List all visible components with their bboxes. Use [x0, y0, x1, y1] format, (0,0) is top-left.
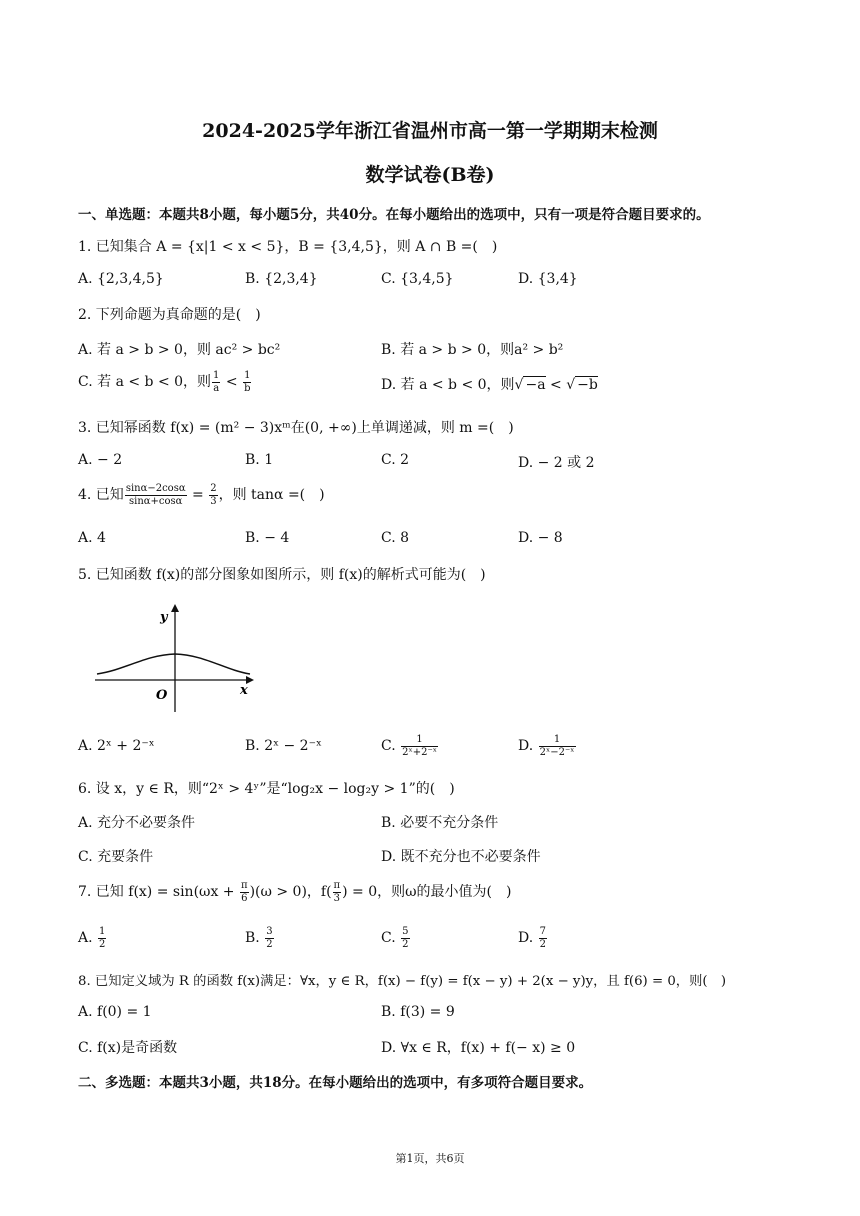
q7-a-num: 1	[99, 926, 106, 937]
page-footer: 第1页，共6页	[395, 1152, 465, 1165]
q5-graph	[90, 600, 260, 720]
q7-a-frac	[98, 926, 106, 950]
q3-option-d: D. − 2 或 2	[518, 455, 595, 471]
q7-b-num: 3	[266, 926, 273, 937]
q5-d-num: 1	[539, 734, 576, 747]
q8-option-b: B. f(3) = 9	[381, 1004, 455, 1020]
q2-d-prefix: D. 若 a < b < 0，则√	[381, 377, 524, 393]
q7-pi3-num: π	[333, 880, 341, 891]
q3-option-a: A. − 2	[78, 452, 123, 468]
q4-frac2	[209, 483, 217, 507]
q7-a-label: A.	[78, 930, 98, 946]
q2-d-mid: < √	[545, 377, 576, 393]
q7-mid: )(ω > 0)，f(	[249, 884, 332, 900]
q7-c-num: 5	[402, 926, 409, 937]
q2-option-d	[381, 374, 598, 394]
q5-c-num: 1	[401, 734, 438, 747]
q7-option-a	[78, 926, 107, 950]
q2-option-c-prefix: C. 若 a < b < 0，则	[78, 374, 212, 390]
q1-option-b: B. {2,3,4}	[245, 271, 318, 287]
q3-stem: 3. 已知幂函数 f(x) = (m² − 3)xᵐ在(0, +∞)上单调递减，则 m =( )	[78, 420, 514, 436]
q2-c-frac-1a	[212, 370, 220, 394]
q7-pi6-num: π	[240, 880, 248, 891]
q4-num2: 2	[210, 483, 217, 494]
section2-heading: 二、多选题：本题共3小题，共18分。在每小题给出的选项中，有多项符合题目要求。	[78, 1075, 593, 1091]
q5-d-den: 2ˣ−2⁻ˣ	[539, 746, 575, 758]
q2-c-den2: b	[244, 382, 251, 394]
q7-pre: 7. 已知 f(x) = sin(ωx +	[78, 884, 239, 900]
q2-d-root1: −a	[525, 377, 546, 393]
q1-option-d: D. {3,4}	[518, 271, 578, 287]
q6-option-d: D. 既不充分也不必要条件	[381, 849, 541, 865]
q6-option-b: B. 必要不充分条件	[381, 815, 499, 831]
q2-stem: 2. 下列命题为真命题的是( )	[78, 307, 261, 323]
q6-option-a: A. 充分不必要条件	[78, 815, 196, 831]
q5-option-d	[518, 734, 577, 758]
q4-stem	[78, 483, 325, 507]
q2-d-root2: −b	[577, 377, 598, 393]
q5-c-frac	[401, 734, 438, 758]
q4-option-a: A. 4	[78, 530, 106, 546]
q3-option-c: C. 2	[381, 452, 410, 468]
q1-option-c: C. {3,4,5}	[381, 271, 454, 287]
q2-c-lt: <	[221, 374, 243, 390]
q3-option-b: B. 1	[245, 452, 274, 468]
q7-d-num: 7	[539, 926, 547, 937]
q4-post: ，则 tanα =( )	[218, 487, 325, 503]
q4-den2: 3	[210, 495, 217, 507]
q7-d-den: 2	[539, 938, 547, 950]
q4-option-c: C. 8	[381, 530, 410, 546]
q5-c-label: C.	[381, 738, 401, 754]
q5-d-label: D.	[518, 738, 538, 754]
q1-option-a: A. {2,3,4,5}	[78, 271, 164, 287]
graph-y-label: y	[160, 610, 168, 625]
q5-d-frac	[539, 734, 576, 758]
q7-c-frac	[401, 926, 409, 950]
q6-option-c: C. 充要条件	[78, 849, 154, 865]
q2-c-num2: 1	[244, 370, 251, 381]
q4-pre: 4. 已知	[78, 487, 124, 503]
q7-b-label: B.	[245, 930, 265, 946]
q2-option-c	[78, 370, 252, 394]
q5-option-a: A. 2ˣ + 2⁻ˣ	[78, 738, 155, 754]
q7-a-den: 2	[99, 938, 106, 950]
q5-c-den: 2ˣ+2⁻ˣ	[402, 746, 437, 758]
q2-option-b: B. 若 a > b > 0，则a² > b²	[381, 342, 564, 358]
y-axis-arrow	[171, 604, 179, 612]
q2-option-a: A. 若 a > b > 0，则 ac² > bc²	[78, 342, 281, 358]
q2-c-den1: a	[213, 382, 220, 394]
q7-c-label: C.	[381, 930, 401, 946]
q7-pi6-frac	[240, 880, 249, 904]
q7-option-c	[381, 926, 411, 950]
q7-b-frac	[265, 926, 273, 950]
q7-d-frac	[539, 926, 547, 950]
q7-c-den: 2	[402, 938, 409, 950]
q7-pi3-frac	[333, 880, 342, 904]
q7-pi6-den: 6	[241, 892, 248, 904]
graph-x-label: x	[240, 683, 248, 698]
curve	[97, 654, 250, 674]
q7-stem	[78, 880, 511, 904]
q4-option-b: B. − 4	[245, 530, 290, 546]
q8-option-c: C. f(x)是奇函数	[78, 1040, 178, 1056]
q4-frac	[125, 483, 187, 507]
exam-title-line1: 2024-2025学年浙江省温州市高一第一学期期末检测	[202, 120, 658, 142]
q4-den: sinα+cosα	[128, 495, 183, 507]
q8-option-a: A. f(0) = 1	[78, 1004, 152, 1020]
q7-option-d	[518, 926, 548, 950]
q4-num: sinα−2cosα	[125, 483, 186, 494]
q2-c-num1: 1	[213, 370, 220, 381]
q5-stem: 5. 已知函数 f(x)的部分图象如图所示，则 f(x)的解析式可能为( )	[78, 567, 486, 583]
q4-option-d: D. − 8	[518, 530, 563, 546]
q2-c-frac-1b	[243, 370, 251, 394]
q5-option-c	[381, 734, 439, 758]
q1-stem: 1. 已知集合 A = {x|1 < x < 5}，B = {3,4,5}，则 A ∩ B =( )	[78, 239, 498, 255]
q7-pi3-den: 3	[333, 892, 341, 904]
q4-eq: =	[187, 487, 209, 503]
q7-b-den: 2	[266, 938, 273, 950]
q8-option-d: D. ∀x ∈ R，f(x) + f(− x) ≥ 0	[381, 1040, 576, 1056]
graph-origin-label: O	[156, 688, 168, 703]
section1-heading: 一、单选题：本题共8小题，每小题5分，共40分。在每小题给出的选项中，只有一项是符合题目要求的。	[78, 207, 710, 223]
exam-title-line2: 数学试卷(B卷)	[365, 164, 495, 186]
q6-stem: 6. 设 x，y ∈ R，则“2ˣ > 4ʸ”是“log₂x − log₂y > 1”的( )	[78, 781, 455, 797]
q8-stem: 8. 已知定义域为 R 的函数 f(x)满足：∀x，y ∈ R，f(x) − f(y) = f(x − y) + 2(x − y)y，且 f(6) = 0，则( )	[78, 974, 727, 989]
q7-option-b	[245, 926, 275, 950]
q7-d-label: D.	[518, 930, 538, 946]
q5-option-b: B. 2ˣ − 2⁻ˣ	[245, 738, 322, 754]
q7-post: ) = 0，则ω的最小值为( )	[342, 884, 512, 900]
